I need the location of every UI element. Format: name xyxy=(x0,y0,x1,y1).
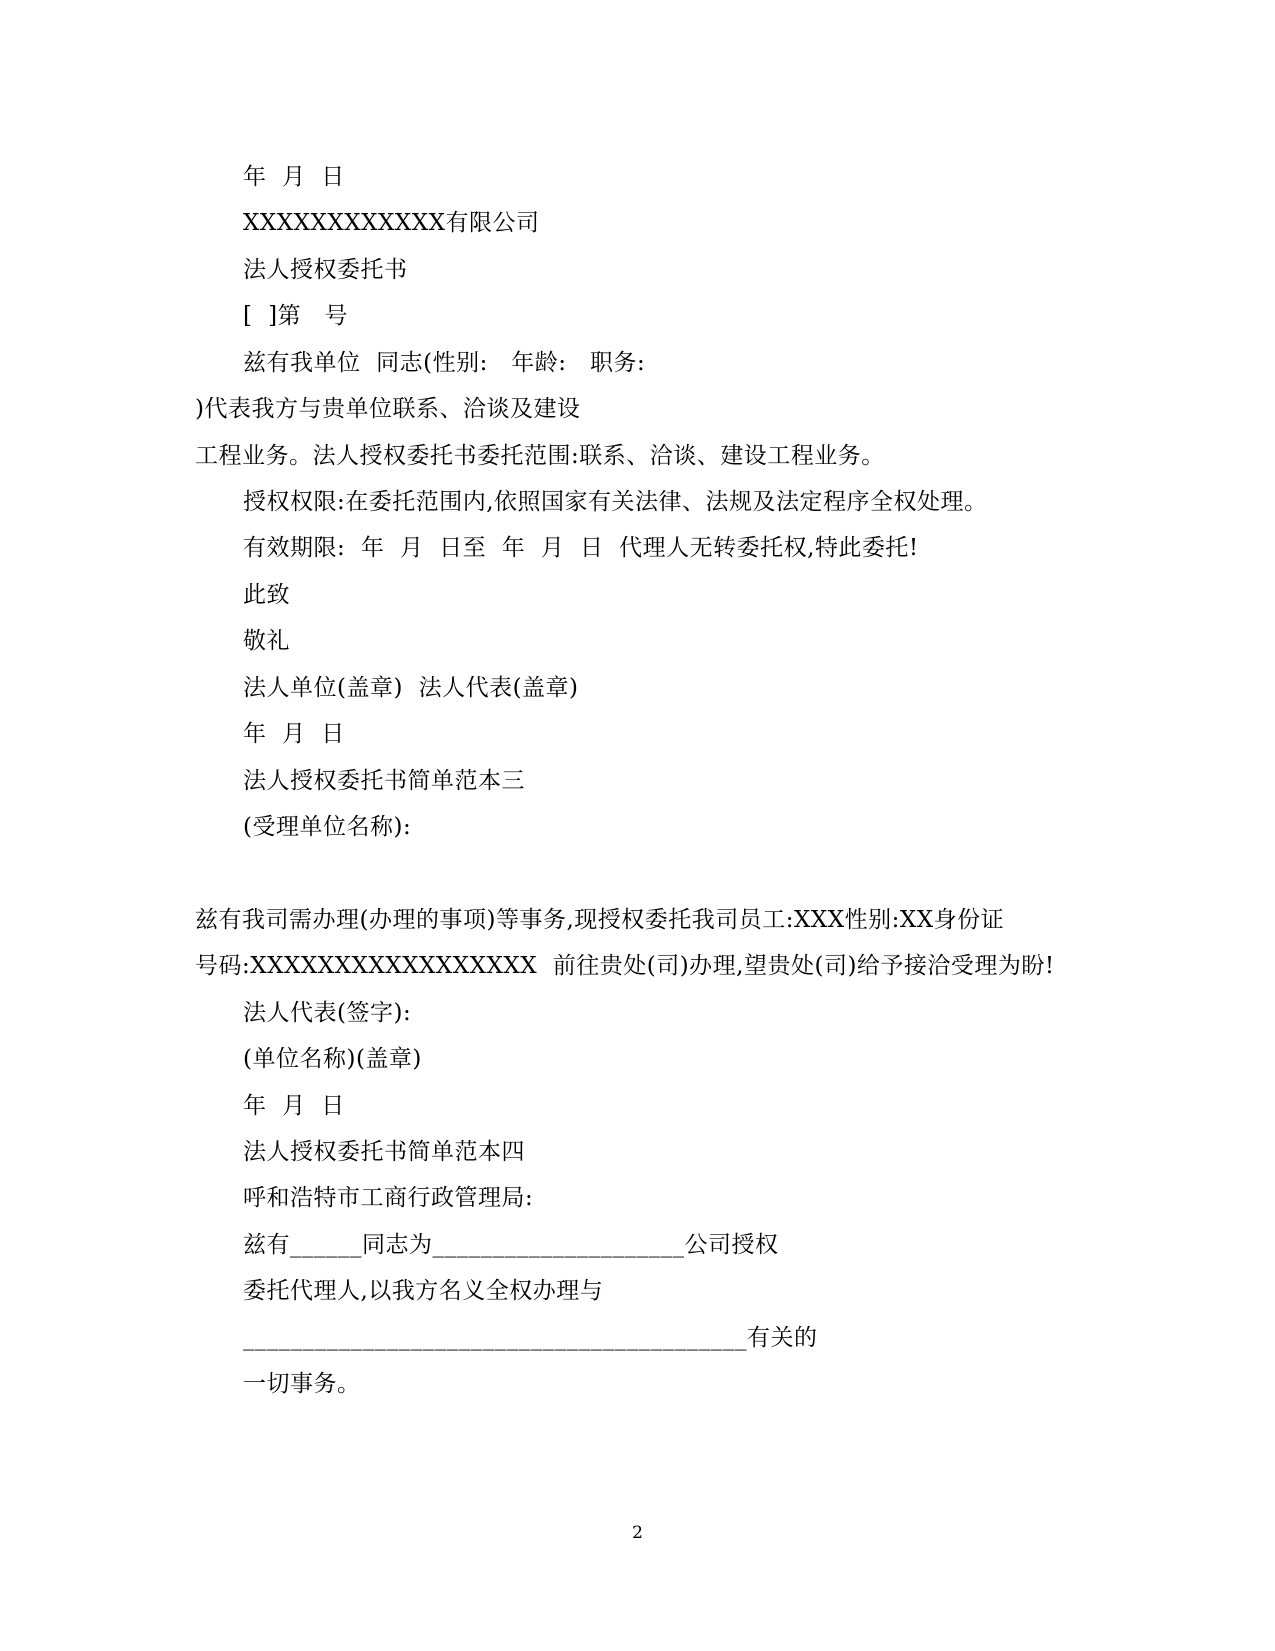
template-four-body-2: 委托代理人,以我方名义全权办理与 xyxy=(243,1278,604,1304)
authorization-limits: 授权权限:在委托范围内,依照国家有关法律、法规及法定程序全权处理。 xyxy=(243,489,988,515)
authorization-representation: )代表我方与贵单位联系、洽谈及建设 xyxy=(195,396,581,422)
letter-title: 法人授权委托书 xyxy=(243,257,408,283)
template-three-body-2: 号码:XXXXXXXXXXXXXXXXX 前往贵处(司)办理,望贵处(司)给予接洽受理为盼! xyxy=(195,953,1055,979)
closing-salutation-1: 此致 xyxy=(243,582,290,608)
date-line-1: 年 月 日 xyxy=(243,164,345,190)
template-three-title: 法人授权委托书简单范本三 xyxy=(243,768,525,794)
company-name: XXXXXXXXXXXX有限公司 xyxy=(243,210,540,236)
template-three-body-1: 兹有我司需办理(办理的事项)等事务,现授权委托我司员工:XXX性别:XX身份证 xyxy=(195,907,1005,933)
template-four-title: 法人授权委托书简单范本四 xyxy=(243,1139,525,1165)
template-four-body-3: __________________________________________有关的 xyxy=(243,1325,818,1351)
template-four-recipient: 呼和浩特市工商行政管理局: xyxy=(243,1185,534,1211)
legal-rep-signature: 法人代表(签字): xyxy=(243,1000,412,1026)
unit-name-stamp: (单位名称)(盖章) xyxy=(243,1046,422,1072)
recipient-unit-name: (受理单位名称): xyxy=(243,814,412,840)
authorization-intro: 兹有我单位 同志(性别: 年龄: 职务: xyxy=(243,350,646,376)
authorization-scope: 工程业务。法人授权委托书委托范围:联系、洽谈、建设工程业务。 xyxy=(195,443,885,469)
document-number: [ ]第 号 xyxy=(243,303,349,329)
date-line-2: 年 月 日 xyxy=(243,721,345,747)
validity-period: 有效期限: 年 月 日至 年 月 日 代理人无转委托权,特此委托! xyxy=(243,535,919,561)
template-four-body-1: 兹有______同志为_____________________公司授权 xyxy=(243,1232,779,1258)
date-line-3: 年 月 日 xyxy=(243,1093,345,1119)
page-number: 2 xyxy=(632,1523,643,1543)
closing-salutation-2: 敬礼 xyxy=(243,628,290,654)
template-four-body-4: 一切事务。 xyxy=(243,1371,361,1397)
signature-stamps: 法人单位(盖章) 法人代表(盖章) xyxy=(243,675,579,701)
